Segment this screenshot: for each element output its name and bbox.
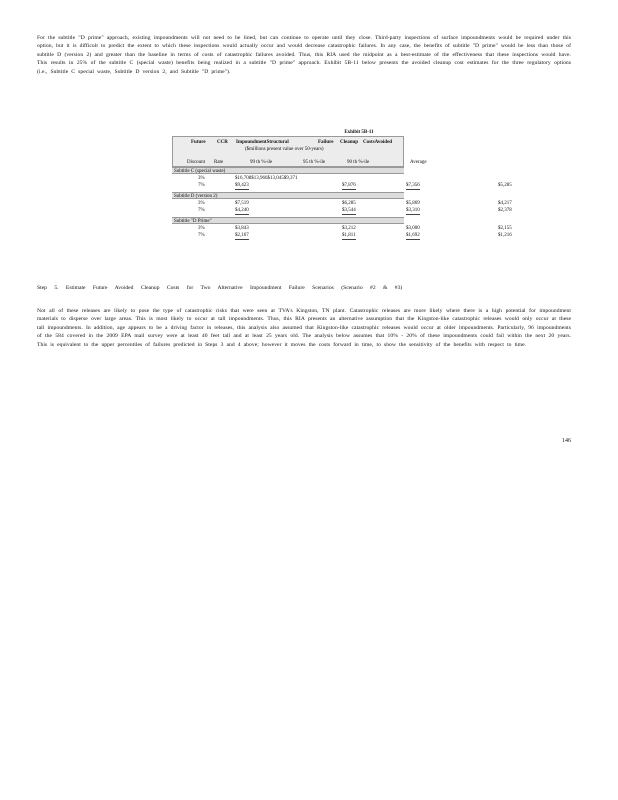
rate-cell: 7%: [198, 233, 205, 238]
header-ccr: CCR: [217, 140, 228, 145]
p95-cell: $1,811: [342, 233, 356, 238]
group-header-subtitle-d: [172, 192, 404, 199]
header-p90: 90 th %-ile: [347, 160, 370, 165]
group-label: Subtitle D (version 2): [174, 193, 218, 199]
page-number: 146: [562, 438, 571, 444]
rate-cell: 7%: [198, 183, 205, 188]
header-failure: Failure: [318, 140, 334, 145]
p99-cell: $3,843: [235, 226, 249, 231]
average-cell: $2,378: [498, 208, 512, 213]
rate-cell: 3%: [198, 226, 205, 231]
header-discount: Discount: [187, 160, 206, 165]
average-cell: $2,155: [498, 226, 512, 231]
header-rate: Rate: [214, 160, 224, 165]
scenario-paragraph: Not all of these releases are likely to pose the type of catastrophic risks that were seen at TVA's Kingston, TN plant. Catastrophic releases are more likely where there is a high potential for impoundment materials to disperse over large areas. This is most likely to occur at tall impoundments. Thus, this RIA presents an alternative assumption that the Kingston-like catastrophic releases would only occur at these tall impoundments. In addition, age appears to be a driving factor in releases, this analysis also assumed that Kingston-like catastrophic releases would occur at older impoundments. Particularly, 96 impoundments of the 584 covered in the 2009 EPA mail survey were at least 40 feet tall and at least 25 years old. The analysis below assumes that 10% - 20% of these impoundments could fail within the next 20 years. This is equivalent to the upper percentiles of failures predicted in Steps 3 and 4 above; however it moves the costs forward in time, to show the sensitivity of the benefits with respect to time.: [37, 308, 571, 348]
header-units: ($millions present value over 50-years): [245, 147, 324, 152]
p95-cell: $6,285: [342, 201, 356, 206]
p95-cell: $7,876: [342, 183, 356, 188]
p95-cell: $3,544: [342, 208, 356, 213]
rate-cell: 7%: [198, 208, 205, 213]
group-label: Subtitle C (special waste): [174, 168, 226, 174]
exhibit-title: Exhibit 5B-11: [344, 130, 374, 135]
rate-cell: 3%: [198, 201, 205, 206]
p95-cell: $3,212: [342, 226, 356, 231]
group-label: Subtitle "D Prime": [174, 218, 212, 224]
average-cell: $1,216: [498, 233, 512, 238]
p99-cell: $4,240: [235, 208, 249, 213]
intro-paragraph: For the subtitle "D prime" approach, existing impoundments will not need to be lined, but can continue to operate until they close. Third-party inspections of surface impoundments would be required under this option, but it is difficult to predict the extent to which these inspections would actually occur and would decrease catastrophic failures. In any case, the benefits of subtitle "D prime" would be less than those of subtitle D (version 2) and greater than the baseline in terms of costs of catastrophic failures avoided. Thus, this RIA used the midpoint as a best-estimate of the effectiveness that these inspections would have. This results in 25% of the subtitle C (special waste) benefits being realized in a subtitle "D prime" approach. Exhibit 5B-11 below presents the avoided cleanup cost estimates for the three regulatory options (i.e., Subtitle C special waste, Subtitle D version 2, and Subtitle "D prime").: [37, 35, 571, 75]
p90-cell: $3,310: [406, 208, 420, 213]
header-average: Average: [410, 160, 427, 165]
p99-cell: $16,708$13,966$13,045$9,371: [235, 176, 298, 181]
p99-cell: $2,167: [235, 233, 249, 238]
p90-cell: $5,869: [406, 201, 420, 206]
step-heading: Step 5. Estimate Future Avoided Cleanup Costs for Two Alternative Impoundment Failure Scenarios (Scenario #2 & #3): [37, 285, 403, 291]
p99-cell: $9,423: [235, 183, 249, 188]
header-costs-avoided: CostsAvoided: [363, 140, 393, 145]
group-header-subtitle-c: [172, 167, 404, 174]
header-future: Future: [191, 140, 206, 145]
p90-cell: $1,692: [406, 233, 420, 238]
exhibit-table: [172, 130, 546, 253]
table-header: [172, 136, 427, 167]
group-header-subtitle-d-prime: [172, 217, 404, 224]
header-cleanup: Cleanup: [340, 140, 359, 145]
rate-cell: 3%: [198, 176, 205, 181]
p90-cell: $7,356: [406, 183, 420, 188]
average-cell: $4,217: [498, 201, 512, 206]
average-cell: $5,285: [498, 183, 512, 188]
header-impoundment-structural: ImpoundmentStructural: [236, 140, 289, 145]
header-p95: 95 th %-ile: [303, 160, 326, 165]
p99-cell: $7,519: [235, 201, 249, 206]
header-p99: 99 th %-ile: [250, 160, 273, 165]
p90-cell: $3,000: [406, 226, 420, 231]
